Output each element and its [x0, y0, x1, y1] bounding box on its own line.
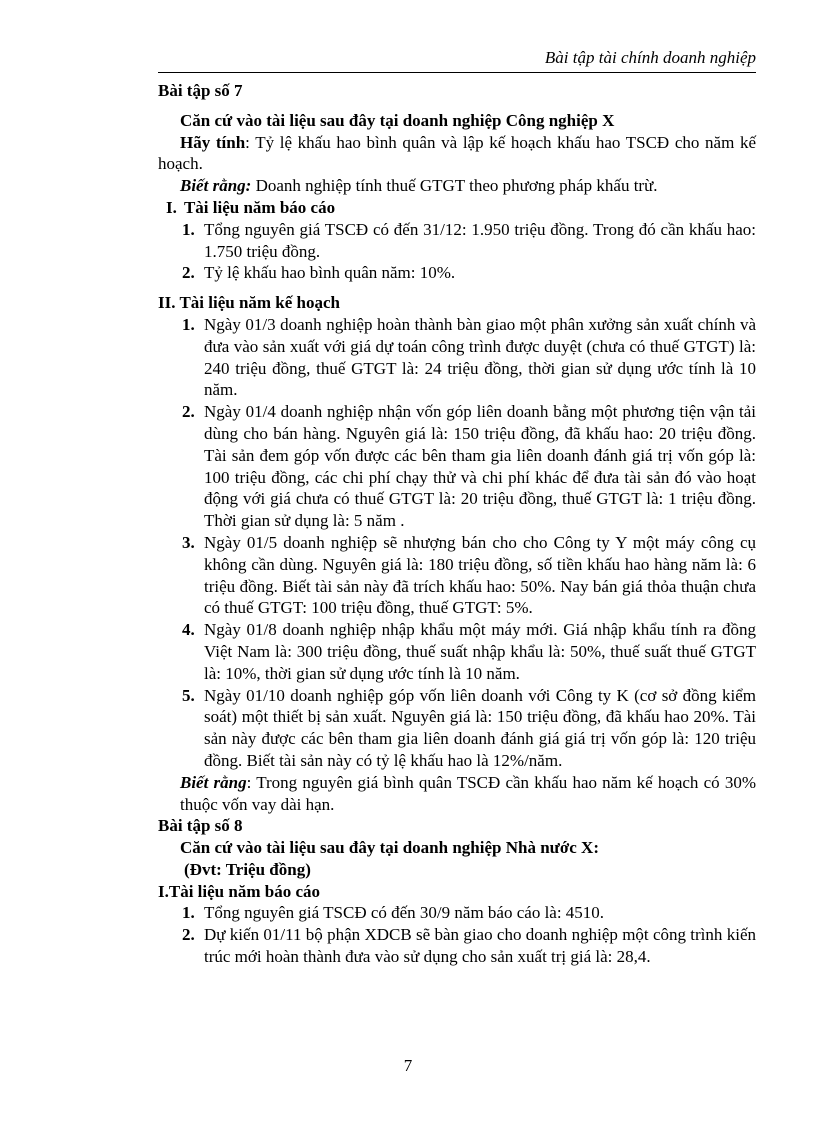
- exercise-8-subtitle: Căn cứ vào tài liệu sau đây tại doanh nghiệp Nhà nước X:: [180, 838, 599, 858]
- known-text: Doanh nghiệp tính thuế GTGT theo phương pháp khấu trừ.: [251, 176, 658, 196]
- section-number: II.: [158, 293, 176, 313]
- section-number: I.: [166, 197, 177, 217]
- known-label: Biết rằng:: [180, 176, 252, 196]
- section-title: Tài liệu năm báo cáo: [183, 197, 336, 217]
- list-item: [158, 532, 756, 619]
- page-number: 7: [403, 1056, 413, 1075]
- item-text: Tổng nguyên giá TSCĐ có đến 31/12: 1.950 triệu đồng. Trong đó cần khấu hao: 1.750 triệu đồng.: [204, 219, 756, 261]
- section-title: Tài liệu năm kế hoạch: [179, 293, 341, 313]
- item-number: 5.: [182, 685, 195, 705]
- exercise-7-task: [158, 132, 756, 176]
- list-item: [158, 314, 756, 401]
- note-text: : Trong nguyên giá bình quân TSCĐ cần khấu hao năm kế hoạch có 30% thuộc vốn vay dài hạn.: [180, 772, 757, 814]
- exercise-7-title: Bài tập số 7: [158, 81, 243, 100]
- ex8-section-1-heading: [158, 881, 756, 903]
- header-title: Bài tập tài chính doanh nghiệp: [544, 48, 756, 67]
- ex7-section-1-heading: [158, 197, 756, 219]
- item-text: Ngày 01/10 doanh nghiệp góp vốn liên doanh với Công ty K (cơ sở đồng kiểm soát) một thiết bị sản xuất. Nguyên giá là: 150 triệu đồng, đã khấu hao 20%. Tài sản này được các bên tham gia liên doanh đánh giá giá trị vốn góp là: 120 triệu đồng. Biết tài sản này có tỷ lệ khấu hao là 12%/năm.: [204, 685, 756, 770]
- task-label: Hãy tính: [180, 132, 246, 152]
- exercise-8-title: Bài tập số 8: [158, 816, 243, 836]
- ex7-section-2-list: [158, 314, 756, 772]
- list-item: [158, 401, 756, 532]
- item-text: Tổng nguyên giá TSCĐ có đến 30/9 năm báo cáo là: 4510.: [204, 903, 605, 923]
- running-header: [158, 46, 756, 73]
- list-item: [158, 219, 756, 263]
- exercise-7-note: [158, 772, 756, 816]
- page-content: [158, 80, 756, 968]
- item-text: Ngày 01/8 doanh nghiệp nhập khẩu một máy mới. Giá nhập khẩu tính ra đồng Việt Nam là: 300 triệu đồng, thuế suất nhập khẩu là: 50%, thuế suất thuế GTGT là: 10%, thời gian sử dụng ước tính là 10 năm.: [204, 620, 756, 683]
- note-label: Biết rằng: [180, 772, 247, 792]
- list-item: [158, 262, 756, 284]
- item-number: 2.: [182, 263, 195, 283]
- section-title: Tài liệu năm báo cáo: [168, 881, 320, 901]
- item-number: 2.: [182, 402, 195, 422]
- item-number: 1.: [182, 314, 195, 334]
- item-number: 3.: [182, 532, 195, 552]
- list-item: [158, 924, 756, 968]
- item-text: Ngày 01/5 doanh nghiệp sẽ nhượng bán cho cho Công ty Y một máy công cụ không cần dùng. Nguyên giá là: 180 triệu đồng, số tiền khấu hao hàng năm là: 6 triệu đồng. Biết tài sản này đã trích khấu hao: 50%. Nay bán giá thỏa thuận chưa có thuế GTGT: 100 triệu đồng, thuế GTGT: 5%.: [204, 532, 756, 618]
- item-text: Tỷ lệ khấu hao bình quân năm: 10%.: [204, 263, 456, 283]
- item-number: 4.: [182, 620, 195, 640]
- list-item: [158, 685, 756, 772]
- item-number: 2.: [182, 925, 195, 945]
- ex7-section-2-heading: [158, 292, 756, 314]
- exercise-7-subtitle: Căn cứ vào tài liệu sau đây tại doanh nghiệp Công nghiệp X: [180, 110, 615, 130]
- exercise-7-known: [158, 175, 756, 197]
- item-number: 1.: [182, 903, 195, 923]
- list-item: [158, 619, 756, 684]
- exercise-8-unit: (Đvt: Triệu đồng): [184, 859, 311, 879]
- list-item: [158, 902, 756, 924]
- section-number: I.: [158, 881, 169, 901]
- item-text: Ngày 01/3 doanh nghiệp hoàn thành bàn giao một phân xưởng sản xuất chính và đưa vào sản xuất với giá dự toán công trình được duyệt (chưa có thuế GTGT) là: 240 triệu đồng, thuế GTGT là: 24 triệu đồng, thời gian sử dụng ước tính là 10 năm.: [204, 314, 756, 400]
- item-number: 1.: [182, 219, 195, 239]
- ex7-section-1-list: [158, 219, 756, 284]
- item-text: Ngày 01/4 doanh nghiệp nhận vốn góp liên doanh bằng một phương tiện vận tải dùng cho bán hàng. Nguyên giá là: 150 triệu đồng, đã khấu hao: 20 triệu đồng. Tài sản đem góp vốn được các bên tham gia liên doanh đánh giá trị vốn góp là: 100 triệu đồng, các chi phí chạy thử và chi phí khác để đưa tài sản đó vào hoạt động với giá chưa có thuế GTGT là: 20 triệu đồng, thuế GTGT là: 1 triệu đồng. Thời gian sử dụng là: 5 năm .: [204, 402, 756, 531]
- ex8-section-1-list: [158, 902, 756, 967]
- task-text: : Tỷ lệ khấu hao bình quân và lập kế hoạch khấu hao TSCĐ cho năm kế hoạch.: [158, 132, 756, 174]
- item-text: Dự kiến 01/11 bộ phận XDCB sẽ bàn giao cho doanh nghiệp một công trình kiến trúc mới hoàn thành đưa vào sử dụng cho sản xuất trị giá là: 28,4.: [204, 925, 756, 967]
